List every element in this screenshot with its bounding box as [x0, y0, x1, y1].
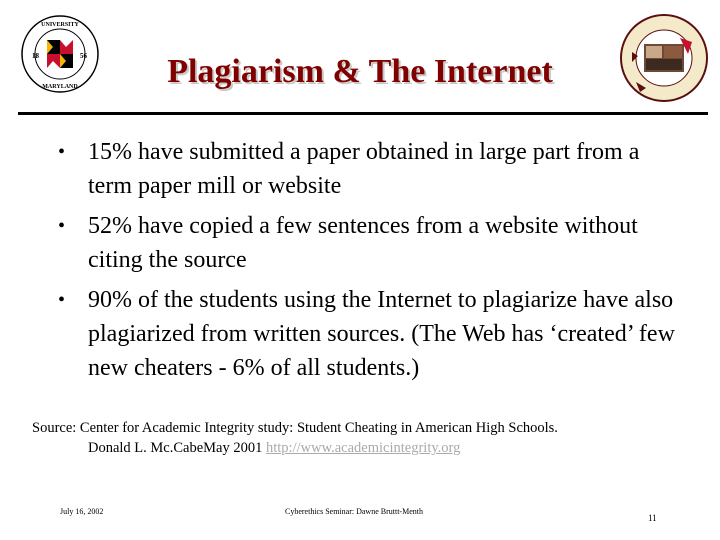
university-seal-icon	[20, 14, 100, 94]
svg-text:MARYLAND: MARYLAND	[42, 84, 78, 90]
page-title: Plagiarism & The Internet	[167, 52, 553, 90]
source-author-date: Donald L. Mc.CabeMay 2001	[88, 440, 266, 456]
bullet-text: 15% have submitted a paper obtained in large part from a term paper mill or website	[88, 139, 640, 199]
source-link[interactable]: http://www.academicintegrity.org	[266, 440, 461, 456]
bullet-text: 52% have copied a few sentences from a website without citing the source	[88, 213, 638, 273]
bullet-list	[58, 135, 678, 391]
source-citation	[32, 418, 672, 458]
educational-technology-outreach-icon	[618, 12, 710, 104]
list-item	[58, 283, 678, 385]
bullet-icon: •	[58, 289, 66, 311]
page-number: 11	[648, 513, 657, 523]
title-divider	[18, 112, 708, 115]
bullet-icon: •	[58, 141, 66, 163]
svg-text:56: 56	[80, 52, 87, 60]
source-line-2	[32, 438, 672, 458]
list-item	[58, 209, 678, 277]
svg-text:UNIVERSITY: UNIVERSITY	[41, 22, 79, 28]
list-item	[58, 135, 678, 203]
source-line-1: Source: Center for Academic Integrity study: Student Cheating in American High Schools.	[32, 420, 558, 436]
bullet-icon: •	[58, 215, 66, 237]
bullet-text: 90% of the students using the Internet to plagiarize have also plagiarized from written sources. (The Web has ‘created’ few new cheaters - 6% of all students.)	[88, 287, 675, 381]
footer-presenter: Cyberethics Seminar: Dawne Bruttt-Menth	[285, 507, 423, 516]
footer-date: July 16, 2002	[60, 507, 104, 516]
svg-text:18: 18	[32, 52, 39, 60]
